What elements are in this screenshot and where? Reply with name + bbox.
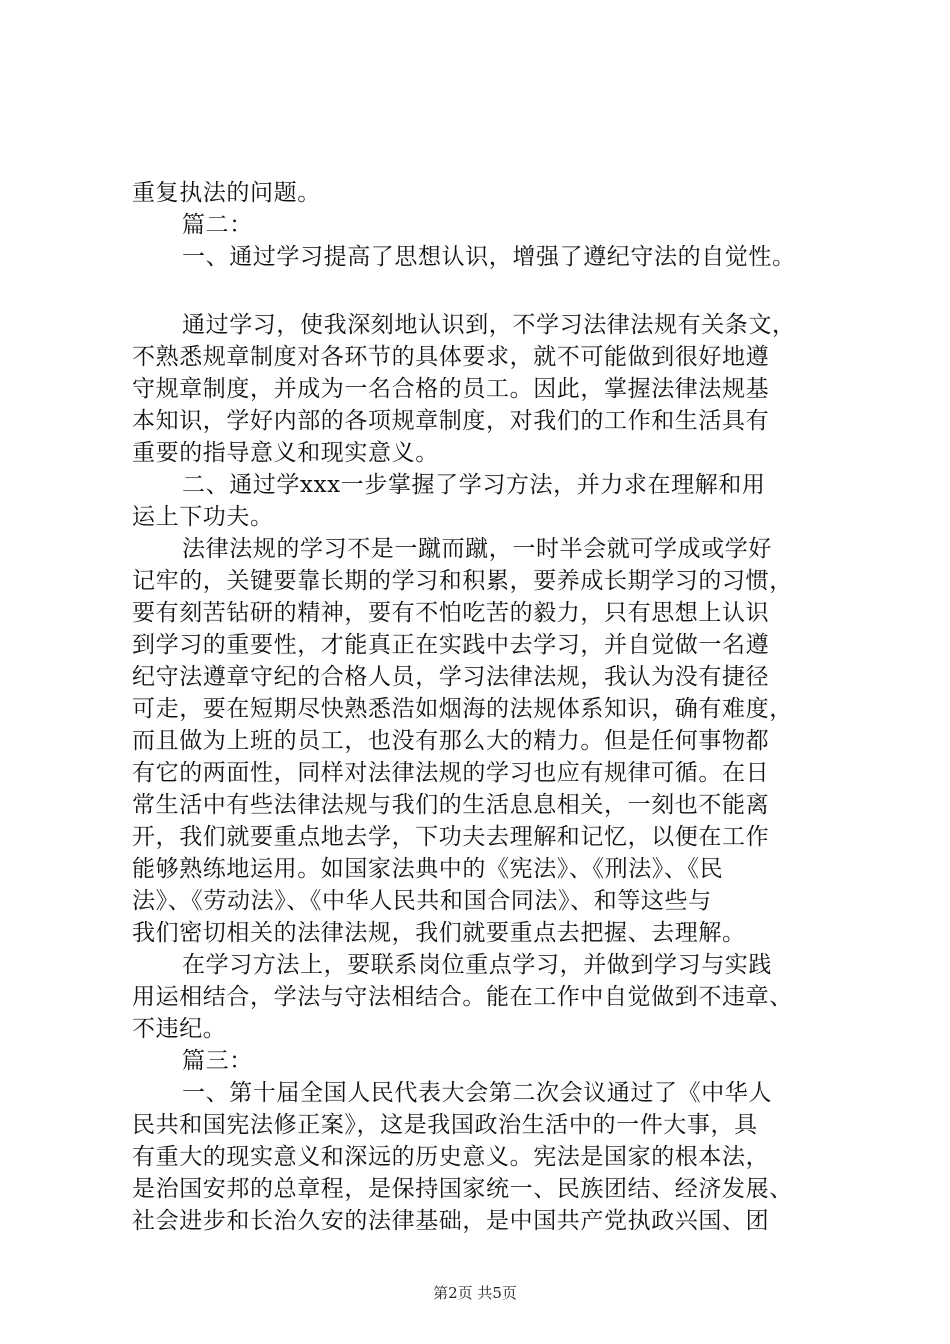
text-line: 可走，要在短期尽快熟悉浩如烟海的法规体系知识，确有难度， — [132, 696, 793, 722]
text-line: 而且做为上班的员工，也没有那么大的精力。但是任何事物都 — [132, 728, 770, 754]
text-line: 有重大的现实意义和深远的历史意义。宪法是国家的根本法， — [132, 1144, 770, 1170]
text-line: 常生活中有些法律法规与我们的生活息息相关，一刻也不能离 — [132, 792, 770, 818]
text-line: 法》、《劳动法》、《中华人民共和国合同法》、和等这些与 — [132, 888, 712, 914]
text-line: 一、第十届全国人民代表大会第二次会议通过了《中华人 — [182, 1080, 772, 1106]
text-line: 用运相结合，学法与守法相结合。能在工作中自觉做到不违章、 — [132, 984, 793, 1010]
paragraph-heading: 二、通过学xxx一步掌握了学习方法，并力求在理解和用 — [182, 472, 766, 498]
page-footer: 第2页 共5页 — [433, 1284, 517, 1302]
text-line: 记牢的，关键要靠长期的学习和积累，要养成长期学习的习惯， — [132, 568, 793, 594]
paragraph-heading: 一、通过学习提高了思想认识，增强了遵纪守法的自觉性。 — [182, 244, 796, 270]
text-line: 开，我们就要重点地去学，下功夫去理解和记忆，以便在工作 — [132, 824, 770, 850]
text-line: 我们密切相关的法律法规，我们就要重点去把握、去理解。 — [132, 920, 746, 946]
text-line: 通过学习，使我深刻地认识到，不学习法律法规有关条文， — [182, 312, 796, 338]
text-line: 要有刻苦钻研的精神，要有不怕吃苦的毅力，只有思想上认识 — [132, 600, 770, 626]
blank-line — [132, 273, 832, 309]
text-line: 重要的指导意义和现实意义。 — [132, 440, 439, 466]
text-line: 不熟悉规章制度对各环节的具体要求，就不可能做到很好地遵 — [132, 344, 770, 370]
text-line: 在学习方法上，要联系岗位重点学习，并做到学习与实践 — [182, 952, 772, 978]
text-line: 社会进步和长治久安的法律基础，是中国共产党执政兴国、团 — [132, 1208, 770, 1234]
section-heading: 篇二： — [182, 212, 253, 238]
text-line: 运上下功夫。 — [132, 504, 274, 530]
text-line: 重复执法的问题。 — [132, 180, 321, 206]
text-line: 不违纪。 — [132, 1016, 227, 1042]
text-line: 本知识，学好内部的各项规章制度，对我们的工作和生活具有 — [132, 408, 770, 434]
text-line: 是治国安邦的总章程，是保持国家统一、民族团结、经济发展、 — [132, 1176, 793, 1202]
section-heading: 篇三： — [182, 1048, 253, 1074]
text-line: 民共和国宪法修正案》，这是我国政治生活中的一件大事，具 — [132, 1112, 758, 1138]
text-line: 纪守法遵章守纪的合格人员，学习法律法规，我认为没有捷径 — [132, 664, 770, 690]
text-line: 能够熟练地运用。如国家法典中的《宪法》、《刑法》、《民 — [132, 856, 724, 882]
text-line: 有它的两面性，同样对法律法规的学习也应有规律可循。在日 — [132, 760, 770, 786]
document-body — [132, 177, 832, 1237]
text-line: 到学习的重要性，才能真正在实践中去学习，并自觉做一名遵 — [132, 632, 770, 658]
text-line: 法律法规的学习不是一蹴而蹴，一时半会就可学成或学好 — [182, 536, 772, 562]
text-line: 守规章制度，并成为一名合格的员工。因此，掌握法律法规基 — [132, 376, 770, 402]
